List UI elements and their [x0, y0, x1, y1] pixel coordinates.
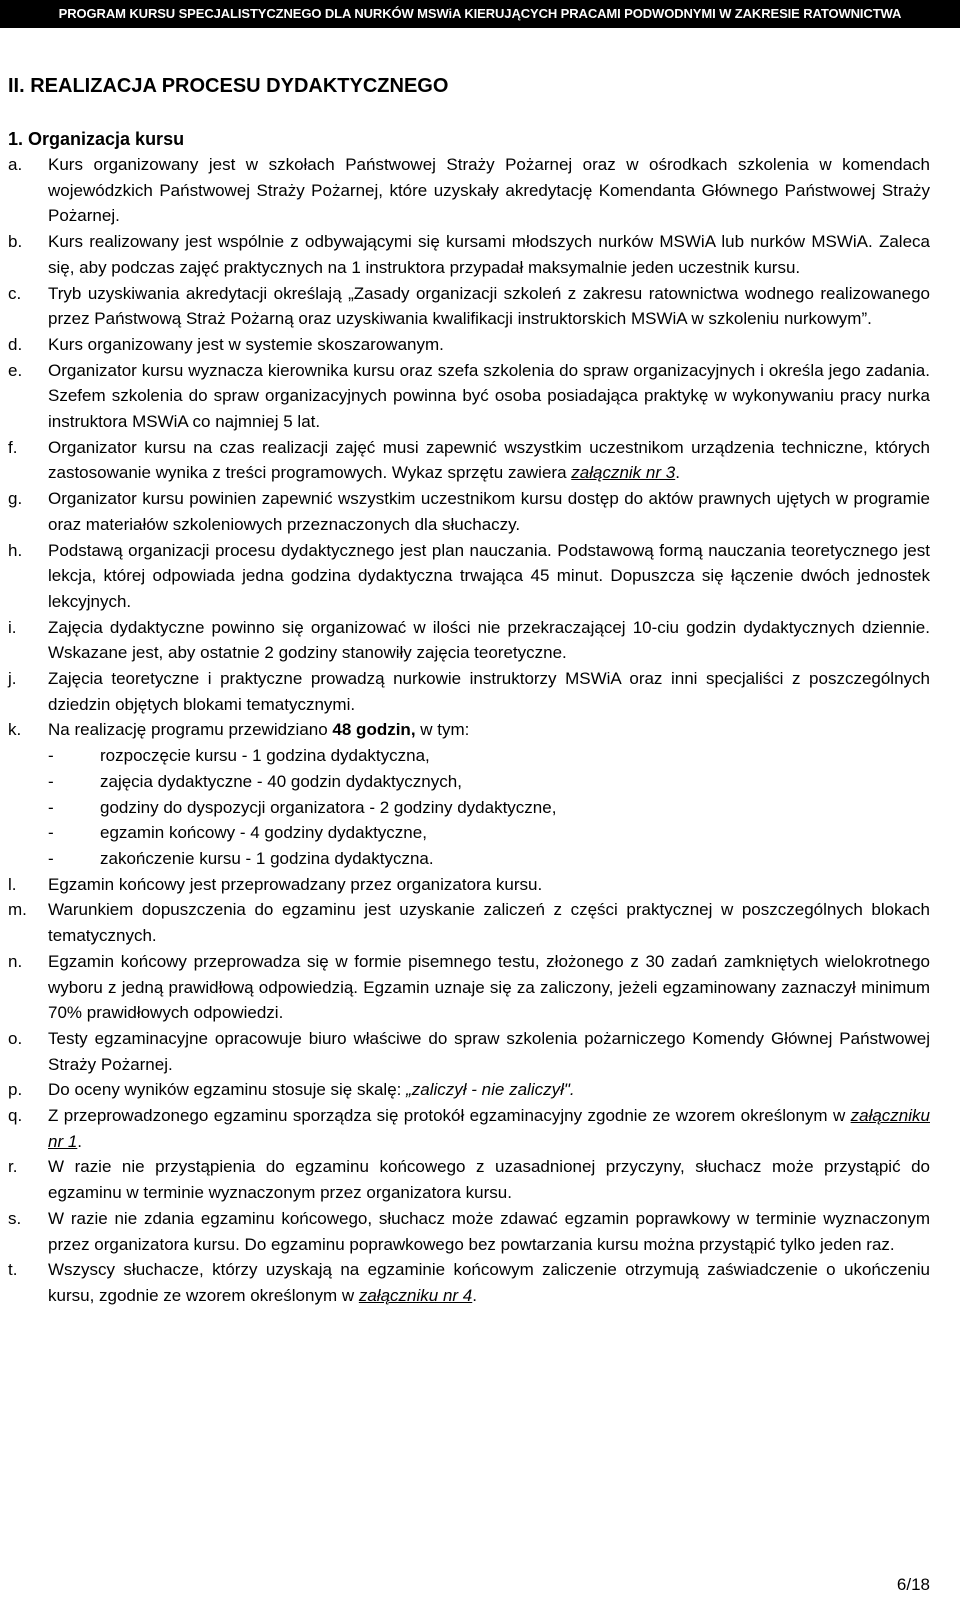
- item-text-before: Do oceny wyników egzaminu stosuje się skalę:: [48, 1080, 407, 1100]
- item-text: Organizator kursu wyznacza kierownika kursu oraz szefa szkolenia do spraw organizacyjnych i określa jego zadania. Szefem szkolenia do spraw organizacyjnych powinna być osoba posiadająca praktykę w wykonywaniu pracy nurka instruktora MSWiA co najmniej 5 lat.: [48, 360, 930, 432]
- sublist-item-text: egzamin końcowy - 4 godziny dydaktyczne,: [100, 823, 427, 843]
- list-item-q: [8, 1103, 930, 1154]
- list-item-i: [8, 615, 930, 666]
- item-text: Kurs organizowany jest w systemie skoszarowanym.: [48, 334, 444, 354]
- list-item-s: [8, 1206, 930, 1257]
- hours-breakdown-list: [48, 743, 930, 872]
- item-text: [48, 1077, 930, 1103]
- item-marker: i.: [8, 617, 17, 637]
- item-text-after: .: [77, 1131, 83, 1151]
- list-item-g: [8, 486, 930, 537]
- item-marker: e.: [8, 360, 23, 380]
- sublist-item: [48, 820, 930, 846]
- list-item-p: [8, 1077, 930, 1103]
- list-item-e: [8, 358, 930, 435]
- item-text-before: Wszyscy słuchacze, którzy uzyskają na egzaminie końcowym zaliczenie otrzymują zaświadczenie o ukończeniu kursu, zgodnie ze wzorem określonym w: [48, 1260, 930, 1305]
- list-item-o: [8, 1026, 930, 1077]
- dash-marker: -: [48, 771, 54, 791]
- list-item-c: [8, 281, 930, 332]
- list-item-h: [8, 538, 930, 615]
- dash-marker: -: [48, 746, 54, 766]
- list-item-m: [8, 897, 930, 948]
- sublist-item-text: godziny do dyspozycji organizatora - 2 godziny dydaktyczne,: [100, 797, 557, 817]
- item-marker: m.: [8, 900, 27, 920]
- list-item-d: [8, 332, 930, 358]
- subsection-title: 1. Organizacja kursu: [8, 129, 185, 149]
- item-text: [48, 717, 930, 871]
- item-marker: a.: [8, 155, 23, 174]
- section-title: II. REALIZACJA PROCESU DYDAKTYCZNEGO: [8, 75, 449, 97]
- item-marker: g.: [8, 489, 23, 509]
- list-item-b: [8, 229, 930, 280]
- attachment-4-link[interactable]: załączniku nr 4: [358, 1285, 473, 1305]
- sublist-item-text: zakończenie kursu - 1 godzina dydaktyczna.: [100, 848, 434, 868]
- item-text: Warunkiem dopuszczenia do egzaminu jest uzyskanie zaliczeń z części praktycznej w poszczególnych blokach tematycznych.: [48, 900, 930, 946]
- item-text: [48, 435, 930, 486]
- item-text: W razie nie zdania egzaminu końcowego, słuchacz może zdawać egzamin poprawkowy w terminie wyznaczonym przez organizatora kursu. Do egzaminu poprawkowego bez powtarzania kursu można przystąpić tylko jeden raz.: [48, 1208, 930, 1254]
- item-marker: b.: [8, 232, 23, 252]
- list-item-n: [8, 949, 930, 1026]
- item-text-before: Organizator kursu na czas realizacji zajęć musi zapewnić wszystkim uczestnikom urządzenia techniczne, których zastosowanie wynika z treści programowych. Wykaz sprzętu zawiera: [48, 437, 930, 483]
- item-marker: q.: [8, 1106, 23, 1126]
- item-marker: l.: [8, 874, 17, 894]
- item-text: Testy egzaminacyjne opracowuje biuro właściwe do spraw szkolenia pożarniczego Komendy Głównej Państwowej Straży Pożarnej.: [48, 1028, 930, 1074]
- sublist-item-text: zajęcia dydaktyczne - 40 godzin dydaktycznych,: [100, 771, 462, 791]
- list-item-f: [8, 435, 930, 486]
- item-marker: r.: [8, 1157, 18, 1177]
- item-text: Egzamin końcowy jest przeprowadzany przez organizatora kursu.: [48, 874, 543, 894]
- dash-marker: -: [48, 823, 54, 843]
- item-text: Zajęcia dydaktyczne powinno się organizować w ilości nie przekraczającej 10-ciu godzin dydaktycznych dziennie. Wskazane jest, aby ostatnie 2 godziny stanowiły zajęcia teoretyczne.: [48, 617, 930, 663]
- attachment-1-link[interactable]: załączniku nr 1: [48, 1106, 930, 1151]
- running-header: PROGRAM KURSU SPECJALISTYCZNEGO DLA NURKÓW MSWiA KIERUJĄCYCH PRACAMI PODWODNYMI W ZAKRESIE RATOWNICTWA: [0, 0, 960, 28]
- attachment-3-link[interactable]: załącznik nr 3: [571, 463, 676, 483]
- list-item-t: [8, 1257, 930, 1308]
- item-text: [48, 1257, 930, 1308]
- list-item-j: [8, 666, 930, 717]
- grading-scale: „zaliczył - nie zaliczył".: [406, 1080, 575, 1100]
- item-marker: k.: [8, 720, 22, 740]
- item-text: Zajęcia teoretyczne i praktyczne prowadzą nurkowie instruktorzy MSWiA oraz inni specjaliści z poszczególnych dziedzin objętych blokami tematycznymi.: [48, 669, 930, 714]
- item-text: [48, 1103, 930, 1154]
- item-marker: d.: [8, 334, 23, 354]
- dash-marker: -: [48, 797, 54, 817]
- item-marker: n.: [8, 951, 23, 971]
- item-marker: t.: [8, 1260, 18, 1280]
- total-hours: 48 godzin,: [332, 720, 416, 740]
- item-text-after: .: [472, 1285, 477, 1305]
- item-text-after: .: [675, 463, 680, 483]
- item-marker: h.: [8, 540, 23, 560]
- item-marker: c.: [8, 283, 22, 303]
- page-number: 6/18: [896, 1575, 930, 1594]
- item-text: Egzamin końcowy przeprowadza się w formie pisemnego testu, złożonego z 30 zadań zamkniętych wielokrotnego wyboru z jedną prawidłową odpowiedzią. Egzamin uznaje się za zaliczony, jeżeli egzaminowany zaznaczył minimum 70% prawidłowych odpowiedzi.: [48, 951, 930, 1023]
- sublist-item: [48, 846, 930, 872]
- item-text: Podstawą organizacji procesu dydaktycznego jest plan nauczania. Podstawową formą nauczania teoretycznego jest lekcja, której odpowiada jedna godzina dydaktyczna trwająca 45 minut. Dopuszcza się łączenie dwóch jednostek lekcyjnych.: [48, 540, 930, 611]
- list-item-k: [8, 717, 930, 871]
- dash-marker: -: [48, 848, 54, 868]
- item-text: Kurs realizowany jest wspólnie z odbywającymi się kursami młodszych nurków MSWiA lub nurków MSWiA. Zaleca się, aby podczas zajęć praktycznych na 1 instruktora przypadał maksymalnie jeden uczestnik kursu.: [48, 232, 930, 277]
- item-text-before: Z przeprowadzonego egzaminu sporządza się protokół egzaminacyjny zgodnie ze wzorem określonym w: [48, 1106, 851, 1126]
- item-text: Kurs organizowany jest w szkołach Państwowej Straży Pożarnej oraz w ośrodkach szkolenia w komendach wojewódzkich Państwowej Straży Pożarnej, które uzyskały akredytację Komendanta Głównego Państwowej Straży Pożarnej.: [48, 155, 930, 226]
- item-text: W razie nie przystąpienia do egzaminu końcowego z uzasadnionej przyczyny, słuchacz może przystąpić do egzaminu w terminie wyznaczonym przez organizatora kursu.: [48, 1157, 930, 1203]
- course-rules-list: [8, 152, 930, 1309]
- sublist-item: [48, 795, 930, 821]
- item-marker: o.: [8, 1028, 23, 1048]
- item-marker: p.: [8, 1080, 23, 1100]
- list-item-r: [8, 1154, 930, 1205]
- list-item-a: [8, 152, 930, 229]
- item-text-before: Na realizację programu przewidziano: [48, 720, 333, 740]
- sublist-item-text: rozpoczęcie kursu - 1 godzina dydaktyczna,: [100, 746, 430, 766]
- item-intro: [48, 717, 930, 743]
- item-marker: j.: [8, 669, 17, 689]
- item-text-after: w tym:: [415, 720, 470, 740]
- item-marker: f.: [8, 437, 18, 457]
- item-text: Tryb uzyskiwania akredytacji określają „Zasady organizacji szkoleń z zakresu ratownictwa wodnego realizowanego przez Państwową Straż Pożarną oraz uzyskiwania kwalifikacji instruktorskich MSWiA w szkoleniu nurkowym”.: [48, 283, 930, 329]
- sublist-item: [48, 769, 930, 795]
- item-marker: s.: [8, 1208, 22, 1228]
- item-text: Organizator kursu powinien zapewnić wszystkim uczestnikom kursu dostęp do aktów prawnych ujętych w programie oraz materiałów szkoleniowych przeznaczonych dla słuchaczy.: [48, 489, 930, 534]
- list-item-l: [8, 872, 930, 898]
- sublist-item: [48, 743, 930, 769]
